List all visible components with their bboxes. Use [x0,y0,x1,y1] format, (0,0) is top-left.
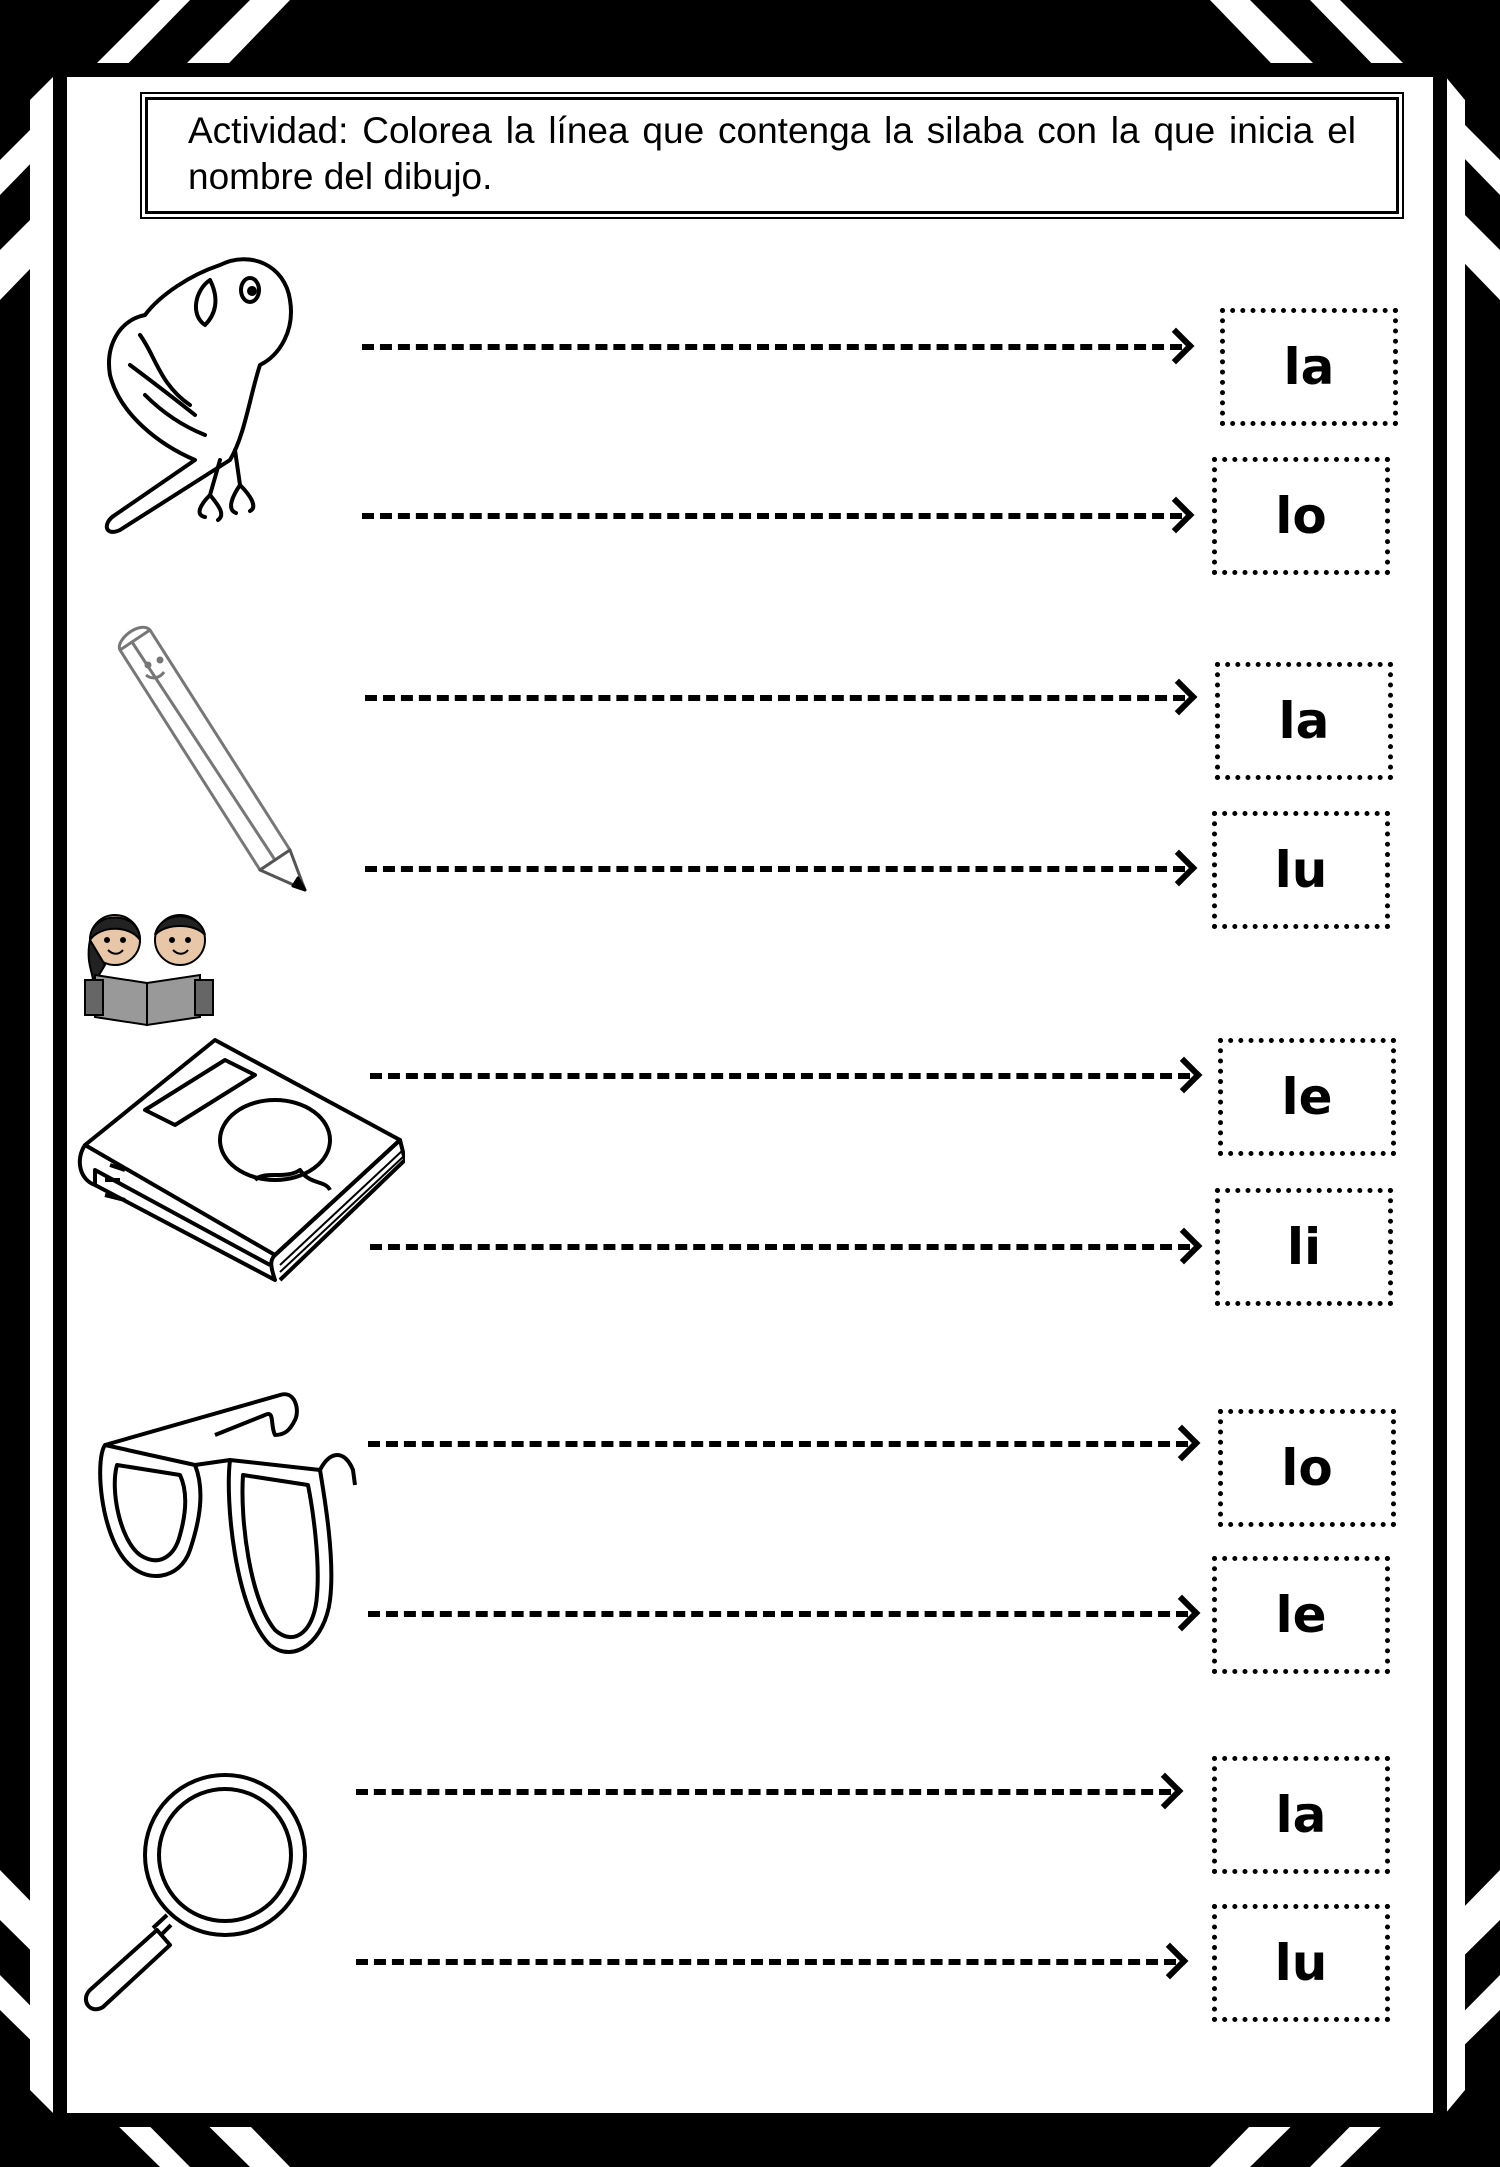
syllable-option[interactable] [1212,457,1390,575]
dashed-line[interactable] [365,866,1185,872]
dashed-line[interactable] [365,695,1185,701]
syllable-text: lu [1274,1934,1328,1992]
syllable-text: lo [1275,487,1327,545]
instruction-text: Actividad: Colorea la línea que contenga la silaba con la que inicia el nombre del dibujo. [188,110,1356,197]
dashed-line[interactable] [356,1789,1171,1795]
syllable-option[interactable] [1212,1556,1390,1674]
syllable-text: la [1283,338,1335,396]
dashed-line[interactable] [370,1244,1190,1250]
children-reading-icon [75,905,225,1030]
syllable-text: lo [1281,1439,1333,1497]
parrot-drawing [100,245,300,545]
syllable-option[interactable] [1215,662,1393,780]
dashed-line[interactable] [362,513,1182,519]
syllable-option[interactable] [1212,811,1390,929]
syllable-option[interactable] [1215,1188,1393,1306]
instruction-box [145,97,1399,214]
dashed-line[interactable] [368,1441,1188,1447]
book-drawing [75,1030,405,1290]
syllable-text: le [1275,1586,1327,1644]
syllable-option[interactable] [1218,1038,1396,1156]
syllable-text: lu [1274,841,1328,899]
dashed-line[interactable] [356,1959,1176,1965]
syllable-option[interactable] [1212,1756,1390,1874]
dashed-line[interactable] [370,1073,1190,1079]
syllable-text: la [1278,692,1330,750]
syllable-text: le [1281,1068,1333,1126]
dashed-line[interactable] [362,344,1182,350]
glasses-drawing [95,1390,360,1665]
syllable-text: li [1286,1218,1322,1276]
syllable-option[interactable] [1218,1409,1396,1527]
pencil-drawing [110,620,320,900]
syllable-option[interactable] [1212,1904,1390,2022]
magnifying-glass-drawing [75,1765,325,2015]
syllable-option[interactable] [1220,308,1398,426]
dashed-line[interactable] [368,1611,1188,1617]
syllable-text: la [1275,1786,1327,1844]
